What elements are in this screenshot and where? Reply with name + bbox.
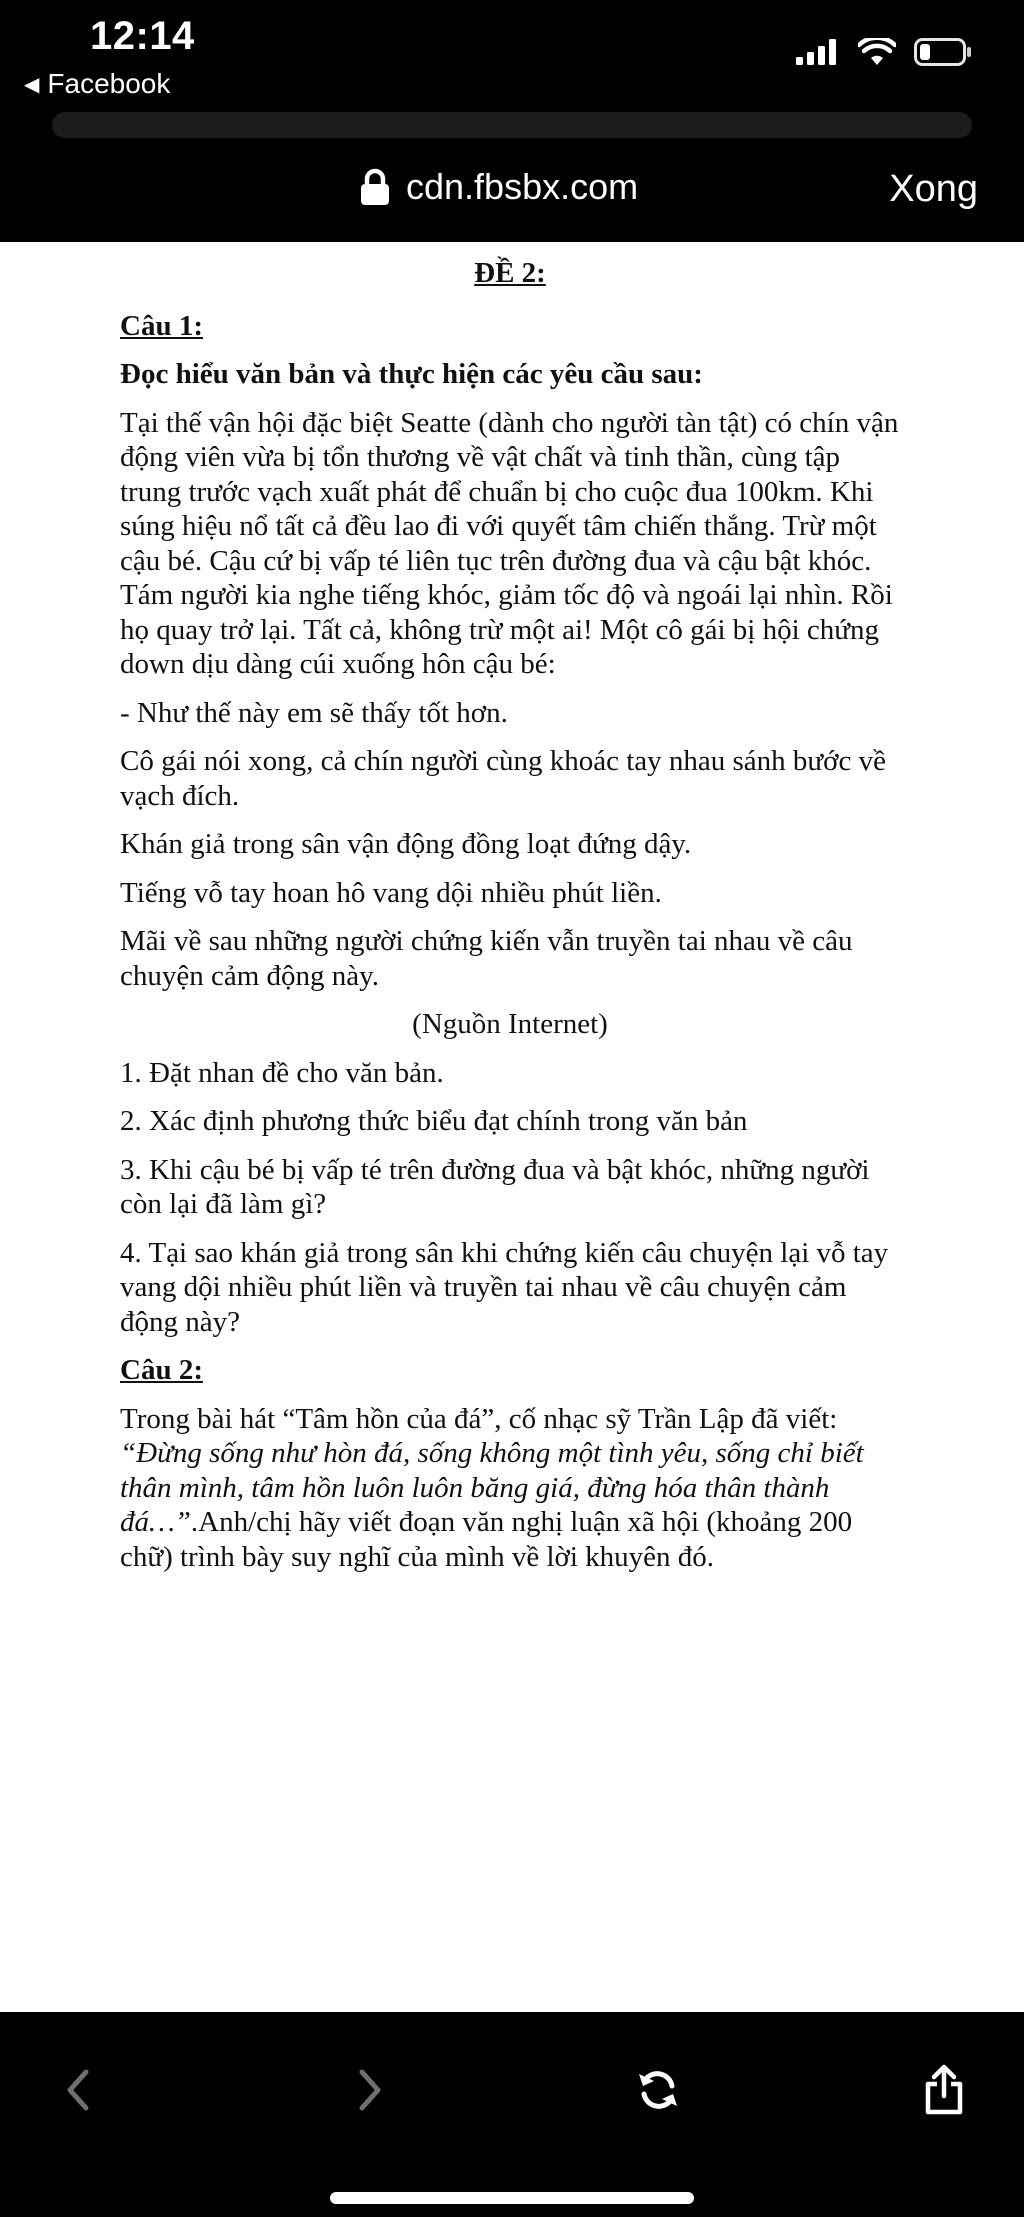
- lock-icon: [360, 168, 390, 206]
- wifi-icon: [858, 38, 896, 66]
- forward-icon: [350, 2066, 390, 2114]
- document-page: [120, 242, 900, 1588]
- back-to-app-link[interactable]: [24, 68, 170, 100]
- cellular-signal-icon: [796, 39, 840, 65]
- url-bar: [0, 158, 1024, 220]
- back-icon: [58, 2066, 98, 2114]
- back-triangle-icon: ◀: [24, 73, 40, 96]
- question-2-quote: “Đừng sống như hòn đá, sống không một tình yêu, sống chỉ biết thân mình, tâm hồn luôn luôn băng giá, đừng hóa thân thành đá…”: [120, 1437, 864, 1538]
- share-icon: [922, 2064, 966, 2116]
- battery-icon: [914, 38, 972, 66]
- question-item: 2. Xác định phương thức biểu đạt chính trong văn bản: [120, 1105, 748, 1137]
- passage-paragraph: Khán giả trong sân vận động đồng loạt đứng dậy.: [120, 828, 692, 860]
- address[interactable]: [360, 166, 638, 208]
- question-2-intro: Trong bài hát “Tâm hồn của đá”, cố nhạc sỹ Trần Lập đã viết:: [120, 1402, 838, 1435]
- question-2-text: [120, 1402, 900, 1575]
- question-1-heading: Câu 1:: [120, 309, 203, 342]
- question-2-task: .Anh/chị hãy viết đoạn văn nghị luận xã hội (khoảng 200 chữ) trình bày suy nghĩ của mình về lời khuyên đó.: [120, 1506, 853, 1573]
- passage-paragraph: - Như thế này em sẽ thấy tốt hơn.: [120, 696, 508, 729]
- question-item: 4. Tại sao khán giả trong sân khi chứng kiến câu chuyện lại vỗ tay vang dội nhiều phút liền và truyền tai nhau về câu chuyện cảm động này?: [120, 1236, 889, 1338]
- bottom-toolbar: [0, 2012, 1024, 2217]
- passage-paragraph: Tiếng vỗ tay hoan hô vang dội nhiều phút liền.: [120, 876, 662, 909]
- top-chrome: [0, 0, 1024, 242]
- question-1-instruction: Đọc hiểu văn bản và thực hiện các yêu cầu sau:: [120, 358, 703, 390]
- document-viewer[interactable]: [0, 242, 1024, 2012]
- forward-button[interactable]: [330, 2050, 410, 2130]
- back-app-label: Facebook: [47, 68, 171, 99]
- source-note: (Nguồn Internet): [412, 1008, 608, 1040]
- url-text: cdn.fbsbx.com: [406, 166, 639, 207]
- passage-paragraph: Tại thế vận hội đặc biệt Seatte (dành cho người tàn tật) có chín vận động viên vừa bị tổn thương về vật chất và tinh thần, cùng tập trung trước vạch xuất phát để chuẩn bị cho cuộc đua 100km. Khi súng hiệu nổ tất cả đều lao đi với quyết tâm chiến thắng. Trừ một cậu bé. Cậu cứ bị vấp té liên tục trên đường đua và cậu bật khóc. Tám người kia nghe tiếng khóc, giảm tốc độ và ngoái lại nhìn. Rồi họ quay trở lại. Tất cả, không trừ một ai! Một cô gái bị hội chứng down dịu dàng cúi xuống hôn cậu bé:: [120, 406, 899, 680]
- back-button[interactable]: [38, 2050, 118, 2130]
- share-button[interactable]: [904, 2050, 984, 2130]
- done-button[interactable]: Xong: [889, 168, 978, 210]
- passage-paragraph: Cô gái nói xong, cả chín người cùng khoác tay nhau sánh bước về vạch đích.: [120, 745, 886, 812]
- sheet-grabber[interactable]: [52, 112, 972, 138]
- status-icons: [796, 38, 972, 66]
- status-time: 12:14: [90, 14, 195, 58]
- reload-button[interactable]: [618, 2050, 698, 2130]
- question-2-heading: Câu 2:: [120, 1354, 203, 1386]
- document-title: ĐỀ 2:: [474, 257, 546, 289]
- question-item: 1. Đặt nhan đề cho văn bản.: [120, 1056, 444, 1089]
- home-indicator[interactable]: [330, 2192, 694, 2204]
- passage-paragraph: Mãi về sau những người chứng kiến vẫn truyền tai nhau về câu chuyện cảm động này.: [120, 925, 853, 992]
- reload-icon: [634, 2066, 682, 2114]
- question-item: 3. Khi cậu bé bị vấp té trên đường đua và bật khóc, những người còn lại đã làm gì?: [120, 1153, 870, 1220]
